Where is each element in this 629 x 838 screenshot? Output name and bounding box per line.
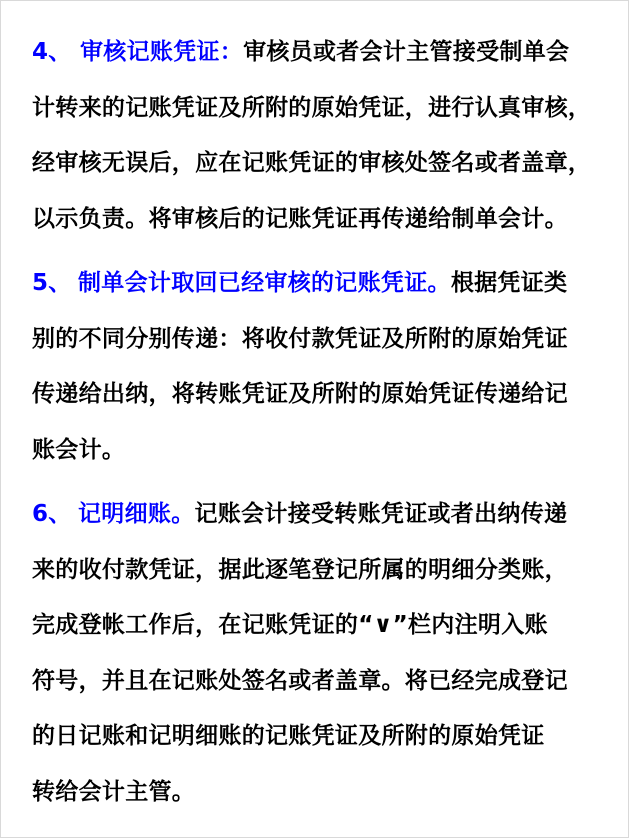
step-number: 6、 (32, 501, 72, 527)
step-5-paragraph (32, 256, 608, 478)
step-6-paragraph (32, 487, 608, 820)
step-number: 5、 (32, 270, 72, 296)
text-line: 来的收付款凭证，据此逐笔登记所属的明细分类账， (32, 556, 568, 583)
body-text: 根据凭证类 (450, 270, 568, 296)
text-line (32, 256, 608, 312)
text-line (32, 25, 608, 81)
text-line: 经审核无误后，应在记账凭证的审核处签名或者盖章， (32, 150, 592, 176)
step-heading: 审核记账凭证： (80, 39, 244, 65)
text-line: 的日记账和记明细账的记账凭证及所附的原始凭证 (32, 723, 545, 749)
text-line (32, 487, 608, 543)
text-line: 传递给出纳，将转账凭证及所附的原始凭证传递给记 (32, 381, 568, 407)
text-line: 以示负责。将审核后的记账凭证再传递给制单会计。 (32, 205, 568, 232)
step-4-paragraph (32, 25, 608, 247)
text-line: 别的不同分别传递：将收付款凭证及所附的原始凭证 (32, 325, 568, 352)
step-number: 4、 (32, 39, 72, 65)
body-text: 记账会计接受转账凭证或者出纳传递 (194, 501, 568, 527)
body-text: 审核员或者会计主管接受制单会 (243, 39, 570, 65)
step-heading: 制单会计取回已经审核的记账凭证。 (78, 270, 451, 296)
text-line: 转给会计主管。 (32, 778, 196, 805)
text-line: 符号，并且在记账处签名或者盖章。将已经完成登记 (32, 667, 568, 694)
text-line: 完成登帐工作后，在记账凭证的“∨”栏内注明入账 (32, 612, 548, 638)
text-line: 计转来的记账凭证及所附的原始凭证，进行认真审核， (32, 94, 592, 121)
text-line: 账会计。 (32, 436, 126, 463)
step-heading: 记明细账。 (78, 501, 195, 527)
